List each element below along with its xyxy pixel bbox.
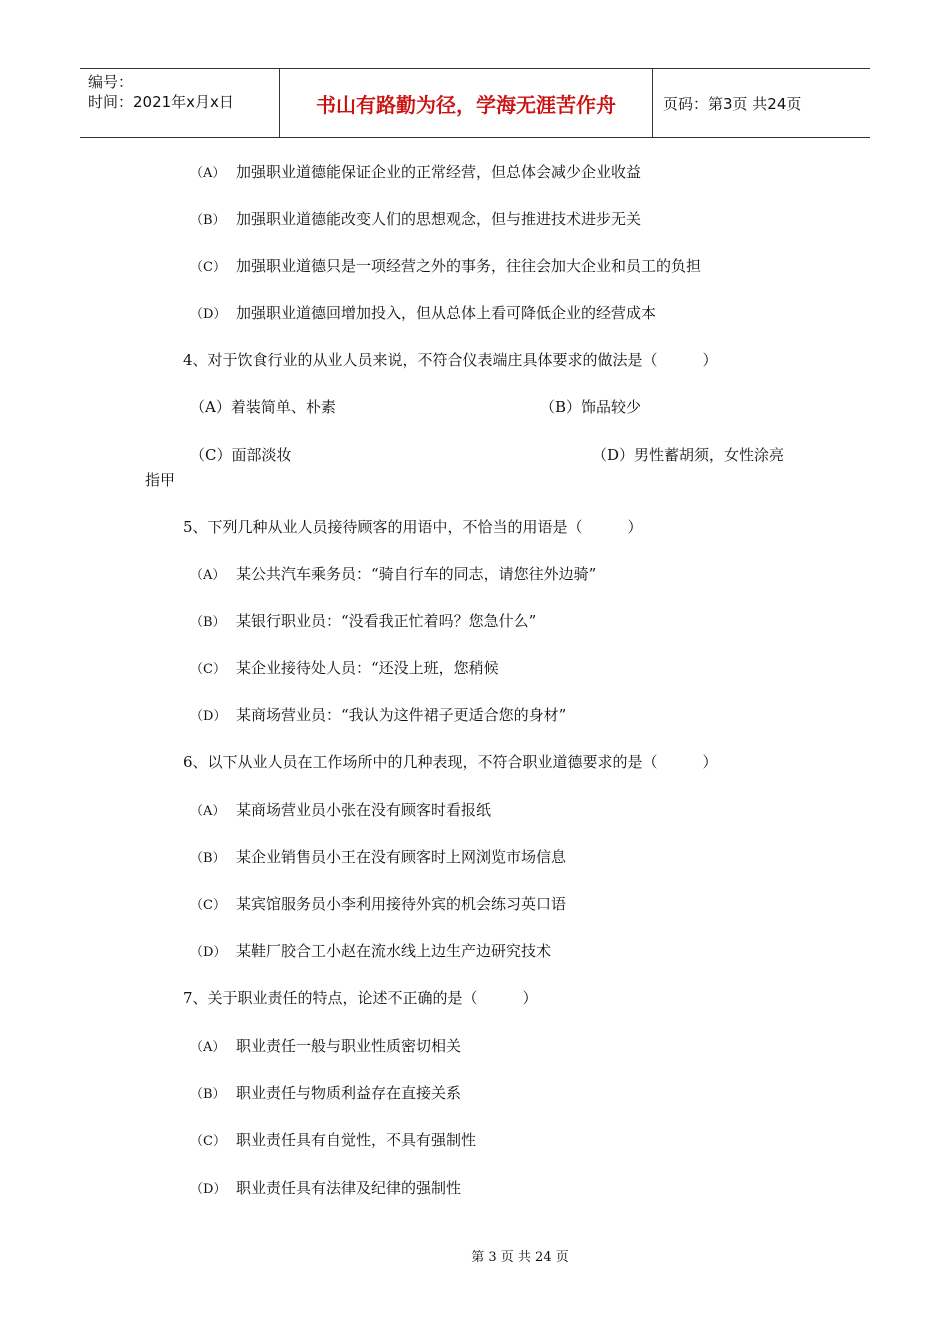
q5-stem: 5、下列几种从业人员接待顾客的用语中，不恰当的用语是（ ）	[183, 518, 643, 536]
q4-option-a: （A）着装简单、朴素	[190, 398, 336, 416]
q3-option-a: （A） 加强职业道德能保证企业的正常经营，但总体会减少企业收益	[190, 163, 642, 181]
header-meta	[80, 69, 280, 137]
q4-stem: 4、对于饮食行业的从业人员来说，不符合仪表端庄具体要求的做法是（ ）	[183, 351, 718, 369]
page-header	[80, 68, 870, 138]
number-label: 编号：	[88, 73, 134, 91]
header-page-info: 页码：第3页 共24页	[663, 94, 802, 113]
q3-option-b: （B） 加强职业道德能改变人们的思想观念，但与推进技术进步无关	[190, 210, 642, 228]
page-footer: 第 3 页 共 24 页	[471, 1250, 569, 1265]
q6-stem: 6、以下从业人员在工作场所中的几种表现，不符合职业道德要求的是（ ）	[183, 753, 718, 771]
q6-option-a: （A） 某商场营业员小张在没有顾客时看报纸	[190, 801, 492, 819]
header-motto: 书山有路勤为径，学海无涯苦作舟	[280, 69, 653, 137]
q7-option-b: （B） 职业责任与物质利益存在直接关系	[190, 1084, 462, 1102]
q7-option-c: （C） 职业责任具有自觉性，不具有强制性	[190, 1131, 477, 1149]
q5-option-c: （C） 某企业接待处人员：“还没上班，您稍候	[190, 659, 499, 677]
q6-option-d: （D） 某鞋厂胶合工小赵在流水线上边生产边研究技术	[190, 942, 552, 960]
q6-option-b: （B） 某企业销售员小王在没有顾客时上网浏览市场信息	[190, 848, 567, 866]
q4-option-c: （C）面部淡妆	[190, 446, 292, 464]
q4-option-b: （B）饰品较少	[540, 398, 642, 416]
q3-option-d: （D） 加强职业道德回增加投入，但从总体上看可降低企业的经营成本	[190, 304, 657, 322]
q5-option-b: （B） 某银行职业员：“没看我正忙着吗？您急什么”	[190, 612, 537, 630]
time-label: 时间：2021年x月x日	[88, 93, 234, 111]
q5-option-a: （A） 某公共汽车乘务员：“骑自行车的同志，请您往外边骑”	[190, 565, 597, 583]
q3-option-c: （C） 加强职业道德只是一项经营之外的事务，往往会加大企业和员工的负担	[190, 257, 702, 275]
q6-option-c: （C） 某宾馆服务员小李利用接待外宾的机会练习英口语	[190, 895, 567, 913]
q7-option-a: （A） 职业责任一般与职业性质密切相关	[190, 1037, 462, 1055]
q4-option-d-continued: 指甲	[145, 471, 176, 489]
q4-option-d: （D）男性蓄胡须，女性涂亮	[592, 446, 785, 464]
q7-stem: 7、关于职业责任的特点，论述不正确的是（ ）	[183, 989, 538, 1007]
q5-option-d: （D） 某商场营业员：“我认为这件裙子更适合您的身材”	[190, 706, 567, 724]
q7-option-d: （D） 职业责任具有法律及纪律的强制性	[190, 1179, 462, 1197]
